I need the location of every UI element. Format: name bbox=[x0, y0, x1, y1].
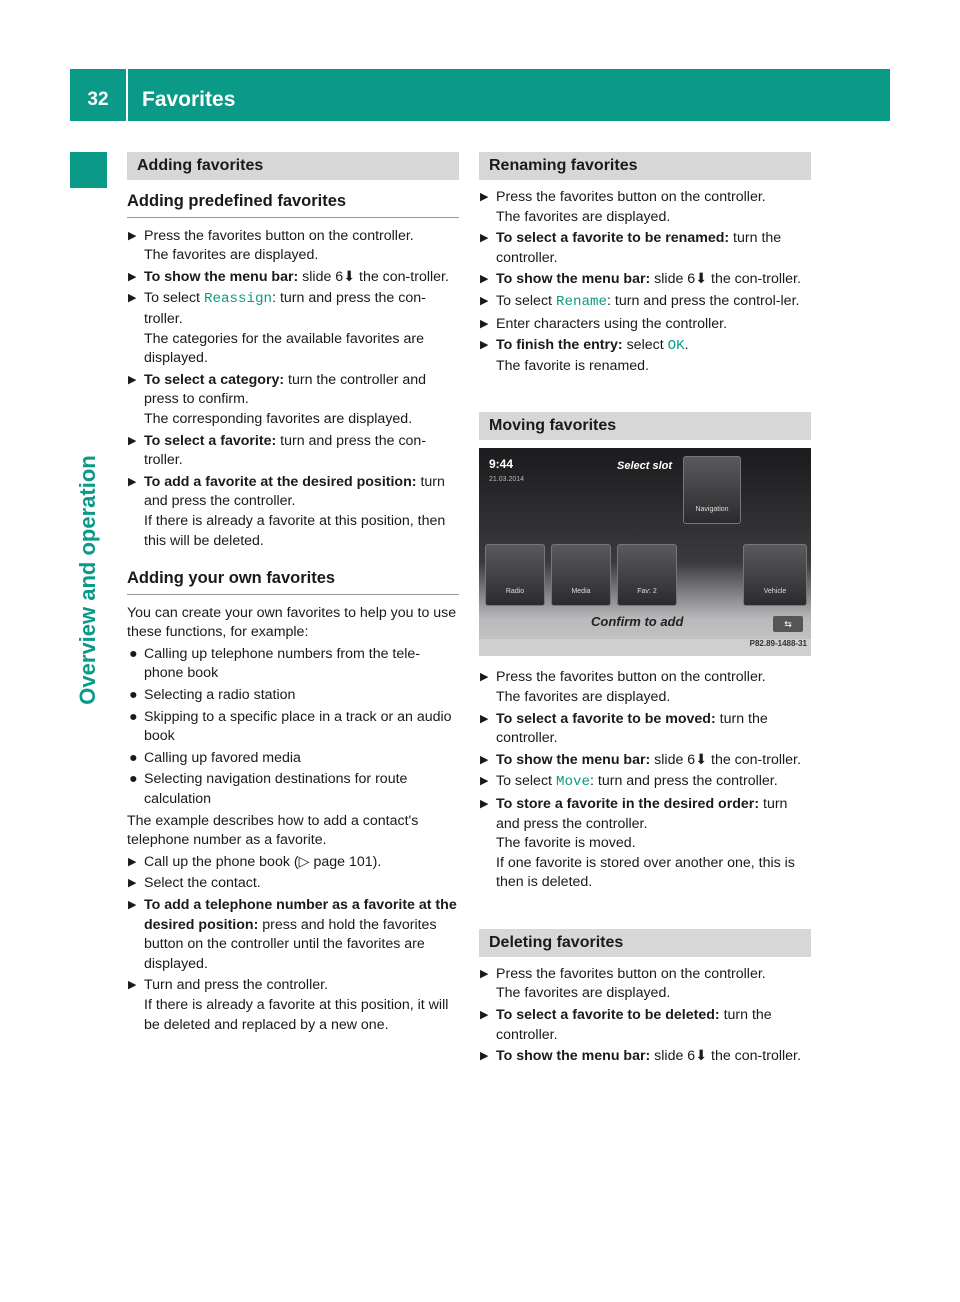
bullet-icon: ● bbox=[129, 687, 138, 704]
step-arrow-icon: ▶ bbox=[480, 232, 489, 245]
section-deleting-favorites: Deleting favorites bbox=[479, 929, 811, 957]
step-arrow-icon: ▶ bbox=[480, 712, 489, 725]
slide-down-icon: ⬇ bbox=[343, 268, 356, 285]
step-arrow-icon: ▶ bbox=[128, 434, 137, 447]
step: ▶ To finish the entry: select OK. The favorite is renamed. bbox=[480, 337, 689, 374]
step-arrow-icon: ▶ bbox=[128, 855, 137, 868]
list-item: ● Selecting a radio station bbox=[127, 686, 459, 706]
tile-fav-2: Fav: 2 bbox=[617, 544, 677, 606]
tile-navigation: Navigation bbox=[683, 456, 741, 524]
step: ▶ Press the favorites button on the controller. The favorites are displayed. bbox=[480, 669, 766, 705]
step-arrow-icon: ▶ bbox=[480, 1009, 489, 1022]
step: ▶ To select Rename: turn and press the control-ler. bbox=[480, 292, 800, 310]
step-arrow-icon: ▶ bbox=[480, 671, 489, 684]
controller-icon: 6 bbox=[687, 271, 696, 288]
list-item: ● Calling up favored media bbox=[127, 749, 459, 769]
screen-time: 9:44 bbox=[489, 457, 514, 472]
slide-down-icon: ⬇ bbox=[695, 751, 708, 768]
tile-radio: Radio bbox=[485, 544, 545, 606]
back-icon: ⇆ bbox=[773, 616, 803, 632]
list-item: ● Calling up telephone numbers from the tele-phone book bbox=[129, 645, 421, 682]
bullet-icon: ● bbox=[129, 708, 138, 725]
step: ▶ Call up the phone book (▷ page 101). bbox=[127, 853, 459, 873]
header-divider bbox=[126, 69, 128, 121]
step: ▶ To select a favorite to be moved: turn the controller. bbox=[480, 710, 768, 747]
step-arrow-icon: ▶ bbox=[128, 292, 137, 305]
intro-paragraph: You can create your own favorites to help you to use these functions, for example: bbox=[127, 604, 457, 641]
step: ▶ To show the menu bar: slide 6⬇ the con-troller. bbox=[479, 1047, 811, 1067]
step-arrow-icon: ▶ bbox=[480, 339, 489, 352]
subheading-own: Adding your own favorites bbox=[127, 569, 459, 595]
section-moving-favorites: Moving favorites bbox=[479, 412, 811, 440]
step-arrow-icon: ▶ bbox=[480, 294, 489, 307]
right-column bbox=[479, 152, 811, 1069]
section-renaming-favorites: Renaming favorites bbox=[479, 152, 811, 180]
bullet-icon: ● bbox=[129, 645, 138, 662]
step-arrow-icon: ▶ bbox=[128, 899, 137, 911]
side-label: Overview and operation bbox=[75, 455, 100, 705]
step-arrow-icon: ▶ bbox=[128, 877, 137, 890]
side-tab bbox=[70, 152, 107, 188]
step-arrow-icon: ▶ bbox=[480, 1050, 489, 1063]
page-header bbox=[70, 69, 890, 121]
step: ▶ Press the favorites button on the controller. The favorites are displayed. bbox=[480, 189, 766, 225]
step-arrow-icon: ▶ bbox=[480, 317, 489, 330]
step: ▶ To show the menu bar: slide 6⬇ the con-troller. bbox=[479, 270, 811, 290]
step-arrow-icon: ▶ bbox=[480, 797, 489, 810]
step-arrow-icon: ▶ bbox=[480, 967, 489, 980]
step: ▶ To store a favorite in the desired order: turn and press the controller. The favorite is moved. If one favorite is stored over another one, this is then is deleted. bbox=[480, 795, 795, 891]
list-item: ● Skipping to a specific place in a track or an audio book bbox=[129, 708, 452, 745]
step: ▶ Press the favorites button on the controller. The favorites are displayed. bbox=[128, 227, 414, 264]
bullet-icon: ● bbox=[129, 749, 138, 766]
step: ▶ To select a category: turn the controller and press to confirm. The corresponding favorites are displayed. bbox=[128, 371, 427, 427]
page-number: 32 bbox=[87, 89, 109, 110]
menu-item-ok: OK bbox=[667, 338, 685, 355]
example-paragraph: The example describes how to add a contact's telephone number as a favorite. bbox=[127, 812, 419, 849]
slide-down-icon: ⬇ bbox=[695, 271, 708, 288]
tile-vehicle: Vehicle bbox=[743, 544, 807, 606]
controller-icon: 6 bbox=[687, 751, 696, 768]
section-adding-favorites: Adding favorites bbox=[127, 152, 459, 180]
left-column bbox=[127, 152, 459, 1037]
screen-date: 21.03.2014 bbox=[489, 476, 525, 484]
step: ▶ Select the contact. bbox=[127, 874, 459, 894]
step: ▶ Press the favorites button on the controller. The favorites are displayed. bbox=[480, 965, 766, 1002]
step-arrow-icon: ▶ bbox=[480, 191, 489, 203]
page-reference-icon[interactable]: ▷ bbox=[298, 853, 310, 870]
step: ▶ To select Reassign: turn and press the con-troller. The categories for the available favorites are displayed. bbox=[128, 290, 426, 367]
step: ▶ Turn and press the controller. If there is already a favorite at this position, it will be deleted and replaced by a new one. bbox=[128, 977, 449, 1033]
subheading-predefined: Adding predefined favorites bbox=[127, 192, 459, 218]
step: ▶ To select a favorite: turn and press the con-troller. bbox=[128, 432, 427, 469]
screen-confirm: Confirm to add bbox=[591, 614, 684, 630]
bullet-icon: ● bbox=[129, 771, 138, 788]
menu-item-reassign: Reassign bbox=[203, 291, 273, 308]
list-item: ● Selecting navigation destinations for route calculation bbox=[129, 771, 408, 808]
step-arrow-icon: ▶ bbox=[480, 775, 489, 788]
step-arrow-icon: ▶ bbox=[480, 273, 489, 286]
step: ▶ To add a favorite at the desired position: turn and press the controller. If there is already a favorite at this position, then this will be deleted. bbox=[128, 473, 446, 549]
slide-down-icon: ⬇ bbox=[695, 1048, 708, 1065]
controller-icon: 6 bbox=[335, 268, 344, 285]
step: ▶ To add a telephone number as a favorite at the desired position: press and hold the favorites button on the controller until the favorites are displayed. bbox=[128, 897, 457, 972]
menu-item-move: Move bbox=[555, 774, 590, 791]
screen-illustration bbox=[479, 448, 811, 656]
step-arrow-icon: ▶ bbox=[128, 979, 137, 992]
chapter-title: Favorites bbox=[142, 88, 236, 111]
step-arrow-icon: ▶ bbox=[480, 753, 489, 766]
step: ▶ To show the menu bar: slide 6⬇ the con-troller. bbox=[479, 751, 811, 771]
step: ▶ To select a favorite to be deleted: turn the controller. bbox=[480, 1007, 772, 1043]
image-code: P82.89-1488-31 bbox=[749, 638, 807, 648]
tile-media: Media bbox=[551, 544, 611, 606]
step-arrow-icon: ▶ bbox=[128, 475, 137, 488]
controller-icon: 6 bbox=[687, 1048, 696, 1065]
step: ▶ To select Move: turn and press the controller. bbox=[480, 773, 778, 791]
menu-item-rename: Rename bbox=[555, 293, 608, 310]
step-arrow-icon: ▶ bbox=[128, 229, 137, 242]
screen-title: Select slot bbox=[617, 460, 673, 473]
step: ▶ Enter characters using the controller. bbox=[479, 315, 811, 335]
step: ▶ To show the menu bar: slide 6⬇ the con-troller. bbox=[127, 268, 459, 288]
step-arrow-icon: ▶ bbox=[128, 373, 137, 386]
step: ▶ To select a favorite to be renamed: turn the controller. bbox=[480, 230, 782, 266]
step-arrow-icon: ▶ bbox=[128, 270, 137, 283]
